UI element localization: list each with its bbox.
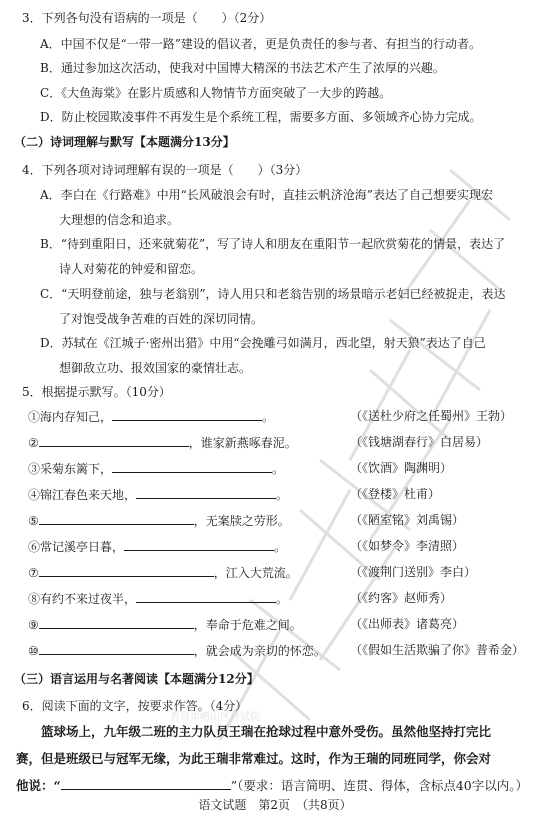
section-3-heading: （三）语言运用与名著阅读【本题满分12分】	[14, 672, 259, 686]
page-footer: 语文试题 第2页 （共8页）	[198, 798, 352, 812]
q6-passage	[16, 718, 536, 799]
poem-prompt-end: ，无案牍之劳形。	[193, 514, 290, 528]
answer-blank[interactable]	[39, 616, 194, 629]
q6-passage-line-1: 篮球场上，九年级二班的主力队员王瑞在抢球过程中意外受伤。虽然他坚持打完比	[41, 724, 492, 739]
answer-blank[interactable]	[39, 512, 194, 525]
answer-blank[interactable]	[112, 408, 262, 421]
poem-prompt: ③采菊东篱下，	[28, 462, 113, 476]
answer-blank[interactable]	[39, 642, 194, 655]
poem-prompt: ①海内存知己，	[28, 410, 113, 424]
q6-answer-prefix: 他说：“	[16, 778, 61, 793]
answer-blank[interactable]	[39, 564, 214, 577]
poem-prompt: ⑥常记溪亭日暮，	[28, 540, 125, 554]
q4-option-d-cont: 想御敌立功、报效国家的豪情壮志。	[59, 361, 252, 375]
poem-row	[28, 408, 538, 428]
answer-blank[interactable]	[136, 590, 276, 603]
poem-source: （《如梦令》李清照）	[350, 539, 465, 553]
poem-row	[28, 538, 538, 558]
poem-row	[28, 434, 538, 454]
poem-prompt-end: 。	[272, 462, 285, 476]
q4-option-a: A．李白在《行路难》中用“长风破浪会有时，直挂云帆济沧海”表达了自己想要实现宏	[40, 188, 493, 202]
poem-prompt: ⑨	[28, 618, 39, 632]
poem-prompt: ④锦江春色来天地，	[28, 488, 137, 502]
poem-prompt: ⑤	[28, 514, 39, 528]
poem-source: （《约客》赵师秀）	[350, 591, 453, 605]
poem-source: （《登楼》杜甫）	[350, 487, 441, 501]
answer-blank[interactable]	[39, 434, 189, 447]
q6-answer-blank[interactable]	[61, 775, 231, 790]
q4-option-b-cont: 诗人对菊花的钟爱和留恋。	[59, 262, 204, 276]
q3-option-c: C．《大鱼海棠》在影片质感和人物情节方面突破了一大步的跨越。	[40, 86, 392, 100]
poem-source: （《饮酒》陶渊明）	[350, 461, 453, 475]
q4-option-c: C．“天明登前途，独与老翁别”，诗人用只和老翁告别的场景暗示老妇已经被捉走，表达	[40, 287, 506, 301]
q3-option-d: D．防止校园欺凌事件不再发生是个系统工程，需要多方面、多领域齐心协力完成。	[40, 110, 482, 124]
poem-prompt-end: ，就会成为亲切的怀恋。	[193, 644, 326, 658]
watermark-text: 青岛市崂山区考试院	[170, 712, 260, 723]
q3-stem: 3．下列各句没有语病的一项是（ ）（2分）	[22, 11, 272, 25]
poem-prompt-end: 。	[276, 488, 289, 502]
poem-source: （《陋室铭》刘禹锡）	[350, 513, 465, 527]
q4-option-d: D．苏轼在《江城子·密州出猎》中用“会挽雕弓如满月，西北望，射天狼”表达了自己	[40, 336, 486, 350]
poem-source: （《假如生活欺骗了你》普希金）	[350, 643, 525, 657]
q3-option-a: A．中国不仅是“一带一路”建设的倡议者，更是负责任的参与者、有担当的行动者。	[40, 37, 481, 51]
answer-blank[interactable]	[124, 538, 274, 551]
poem-prompt: ②	[28, 436, 39, 450]
poem-row	[28, 460, 538, 480]
poem-prompt-end: ，江入大荒流。	[213, 566, 298, 580]
q4-option-c-cont: 了对饱受战争苦难的百姓的深切同情。	[59, 312, 264, 326]
poem-row	[28, 486, 538, 506]
answer-blank[interactable]	[112, 460, 272, 473]
poem-prompt-end: ，奉命于危难之间。	[193, 618, 302, 632]
poem-source: （《出师表》诸葛亮）	[350, 617, 465, 631]
poem-prompt: ⑦	[28, 566, 39, 580]
q6-passage-line-3	[16, 772, 536, 799]
q6-passage-line-2: 赛，但是班级已与冠军无缘，为此王瑞非常难过。这时，作为王瑞的同班同学，你会对	[16, 751, 492, 766]
q4-stem: 4．下列各项对诗词理解有误的一项是（ ）（3分）	[22, 163, 308, 177]
poem-prompt-end: 。	[276, 592, 289, 606]
poem-row	[28, 512, 538, 532]
q6-answer-requirement: ”（要求：语言简明、连贯、得体，含标点40字以内。）	[230, 778, 529, 793]
section-2-heading: （二）诗词理解与默写【本题满分13分】	[14, 135, 235, 149]
poem-row	[28, 616, 538, 636]
poem-source: （《送杜少府之任蜀州》王勃）	[350, 409, 513, 423]
poem-prompt-end: 。	[274, 540, 287, 554]
poem-row	[28, 590, 538, 610]
poem-prompt: ⑧有约不来过夜半，	[28, 592, 137, 606]
poem-source: （《钱塘湖春行》白居易）	[350, 435, 489, 449]
poem-row	[28, 564, 538, 584]
poem-prompt-end: 。	[262, 410, 275, 424]
q6-stem: 6．阅读下面的文字，按要求作答。（4分）	[22, 699, 248, 713]
q3-option-b: B．通过参加这次活动，使我对中国博大精深的书法艺术产生了浓厚的兴趣。	[40, 61, 445, 75]
poem-source: （《渡荆门送别》李白）	[350, 565, 477, 579]
answer-blank[interactable]	[136, 486, 276, 499]
q4-option-b: B．“待到重阳日，还来就菊花”，写了诗人和朋友在重阳节一起欣赏菊花的情景，表达了	[40, 237, 506, 251]
poem-prompt-end: ，谁家新燕啄春泥。	[188, 436, 297, 450]
q4-option-a-cont: 大理想的信念和追求。	[59, 213, 180, 227]
poem-prompt: ⑩	[28, 644, 39, 658]
poem-row	[28, 642, 538, 662]
q5-stem: 5．根据提示默写。（10分）	[22, 385, 171, 399]
